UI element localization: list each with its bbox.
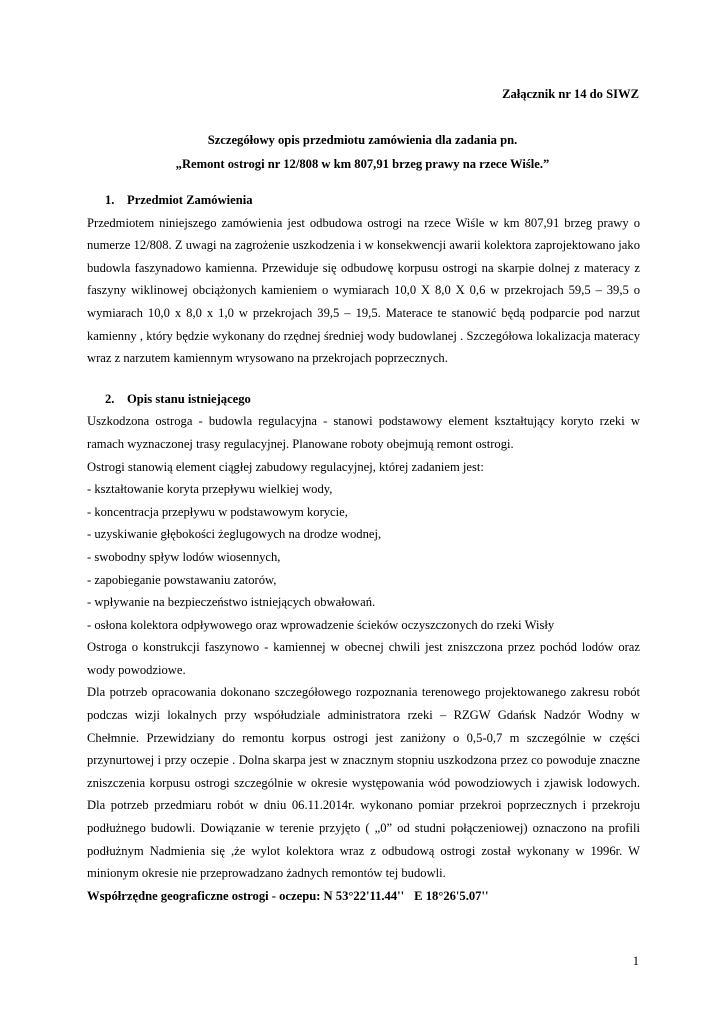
page-number: 1: [632, 954, 639, 968]
geo-coordinates: [87, 885, 640, 908]
section-1-heading: [87, 189, 640, 212]
list-item: - swobodny spływ lodów wiosennych,: [87, 549, 281, 564]
list-item: - koncentracja przepływu w podstawowym korycie,: [87, 504, 348, 519]
geo-coordinates-north: Współrzędne geograficzne ostrogi - oczepu: N 53°22'11.44'': [87, 888, 405, 903]
section-1-title: Przedmiot Zamówienia: [127, 193, 253, 207]
section-2-title: Opis stanu istniejącego: [127, 391, 251, 406]
section-2-list: [87, 478, 640, 636]
document-title: [0, 128, 725, 176]
list-item: - uzyskiwanie głębokości żeglugowych na drodze wodnej,: [87, 527, 382, 542]
section-2-number: 2.: [105, 391, 115, 406]
document-body: [87, 189, 640, 907]
section-2-heading: [87, 388, 640, 411]
annex-label: Załącznik nr 14 do SIWZ: [502, 87, 639, 101]
title-line-1: Szczegółowy opis przedmiotu zamówienia dla zadania pn.: [207, 133, 518, 147]
list-item: - zapobieganie powstawaniu zatorów,: [87, 572, 277, 587]
section-1-paragraph: Przedmiotem niniejszego zamówienia jest odbudowa ostrogi na rzece Wiśle w km 807,91 brzeg prawy o numerze 12/808. Z uwagi na zagrożenie uszkodzenia i w konsekwencji awarii kolektora zaprojektowano jako budowla faszynadowo kamienna. Przewiduje się odbudowę korpusu ostrogi na skarpie dolnej z materacy z faszyny wiklinowej obciążonych kamieniem o wymiarach 10,0 X 8,0 X 0,6 w przekrojach 59,5 – 39,5 o wymiarach 10,0 x 8,0 x 1,0 w przekrojach 39,5 – 19,5. Materace te stanowić będą podparcie pod narzut kamienny , który będzie wykonany do rzędnej średniej wody budowlanej . Szczegółowa lokalizacja materacy wraz z narzutem kamiennym wrysowano na przekrojach poprzecznych.: [87, 215, 640, 366]
section-2-paragraph-2: Ostroga o konstrukcji faszynowo - kamiennej w obecnej chwili jest zniszczona przez pochód lodów oraz wody powodziowe.: [87, 640, 640, 677]
list-item: - wpływanie na bezpieczeństwo istniejących obwałowań.: [87, 595, 376, 610]
section-2-intro: Uszkodzona ostroga - budowla regulacyjna - stanowi podstawowy element kształtujący koryto rzeki w ramach wyznaczonej trasy regulacyjnej. Planowane roboty obejmują remont ostrogi.: [87, 414, 640, 451]
section-1-number: 1.: [105, 193, 115, 207]
geo-coordinates-east: E 18°26'5.07'': [414, 888, 489, 903]
title-line-2: „Remont ostrogi nr 12/808 w km 807,91 brzeg prawy na rzece Wiśle.”: [175, 157, 550, 171]
list-item: - osłona kolektora odpływowego oraz wprowadzenie ścieków oczyszczonych do rzeki Wisły: [87, 617, 555, 632]
section-2-paragraph-3: Dla potrzeb opracowania dokonano szczegółowego rozpoznania terenowego projektowanego zakresu robót podczas wizji lokalnych przy współudziale administratora rzeki – RZGW Gdańsk Nadzór Wodny w Chełmnie. Przewidziany do remontu korpus ostrogi jest zaniżony o 0,5-0,7 m szczególnie w części przynurtowej i przy oczepie . Dolna skarpa jest w znacznym stopniu uszkodzona przez co powoduje znaczne zniszczenia korpusu ostrogi szczególnie w okresie występowania wód powodziowych i zjawisk lodowych. Dla potrzeb przedmiaru robót w dniu 06.11.2014r. wykonano pomiar przekroi poprzecznych i przekroju podłużnego budowli. Dowiązanie w terenie przyjęto ( „0” od studni połączeniowej) oznaczono na profili podłużnym Nadmienia się ,że wylot kolektora wraz z odbudową ostrogi został wykonany w 1996r. W minionym okresie nie przeprowadzano żadnych remontów tej budowli.: [87, 685, 640, 881]
section-2-list-intro: Ostrogi stanowią element ciągłej zabudowy regulacyjnej, której zadaniem jest:: [87, 459, 484, 474]
section-spacer: [87, 370, 640, 388]
list-item: - kształtowanie koryta przepływu wielkiej wody,: [87, 482, 333, 497]
